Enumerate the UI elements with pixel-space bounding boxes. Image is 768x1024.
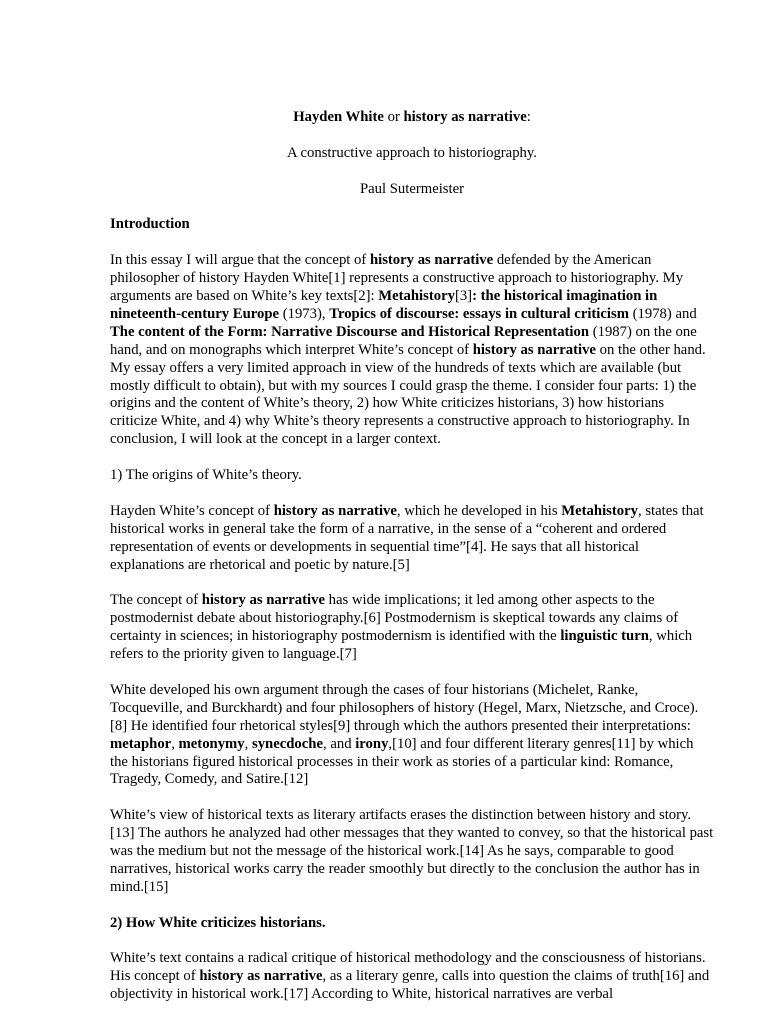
title-colon: : xyxy=(526,109,531,125)
section1-heading: 1) The origins of White’s theory. xyxy=(110,467,302,484)
title-author-name: Hayden White xyxy=(293,109,384,125)
intro-heading: Introduction xyxy=(110,216,190,233)
intro-paragraph: In this essay I will argue that the concept of history as narrative defended by the American philosopher of history Hayden White[1] represents a constructive approach to historiography. My arguments are based on White’s key texts[2]: Metahistory[3]: the historical imagination in nineteenth-century Europe (1973), Tropics of discourse: essays in cultural criticism (1978) and The content of the Form: Narrative Discourse and Historical Representation (1987) on the one hand, and on monographs which interpret White’s concept of history as narrative on the other hand. My essay offers a very limited approach in view of the hundreds of texts which are available (but mostly difficult to obtain), but with my sources I could grasp the theme. I consider four parts: 1) the origins and the content of White’s theory, 2) how White criticizes historians, 3) how historians criticize White, and 4) why White’s theory represents a constructive approach to historiography. In conclusion, I will look at the concept in a larger context. xyxy=(110,252,706,448)
section1-paragraph-2: The concept of history as narrative has wide implications; it led among other aspects to the postmodernist debate about historiography.[6] Postmodernism is skeptical towards any claims of certainty in sciences; in historiography postmodernism is identified with the linguistic turn, which refers to the priority given to language.[7] xyxy=(110,592,693,663)
document-title xyxy=(110,109,714,127)
section1-paragraph-4: White’s view of historical texts as literary artifacts erases the distinction between history and story.[13] The authors he analyzed had other messages that they wanted to convey, so that the historical past was the medium but not the message of the historical work.[14] As he says, comparable to good narratives, historical works carry the reader smoothly but directly to the conclusion the author has in mind.[15] xyxy=(110,807,714,895)
section2-heading: 2) How White criticizes historians. xyxy=(110,914,326,931)
section1-paragraph-3: White developed his own argument through the cases of four historians (Michelet, Ranke, Tocqueville, and Burckhardt) and four philosophers of history (Hegel, Marx, Nietzsche, and Croce).[8] He identified four rhetorical styles[9] through which the authors presented their interpretations: metaphor, metonymy, synecdoche, and irony,[10] and four different literary genres[11] by which the historians figured historical processes in their work as stories of a particular kind: Romance, Tragedy, Comedy, and Satire.[12] xyxy=(110,681,699,788)
title-topic: history as narrative xyxy=(403,109,527,125)
section1-paragraph-1: Hayden White’s concept of history as narrative, which he developed in his Metahistory, states that historical works in general take the form of a narrative, in the sense of a “coherent and ordered representation of events or developments in sequential time”[4]. He says that all historical explanations are rhetorical and poetic by nature.[5] xyxy=(110,502,704,573)
document-subtitle: A constructive approach to historiography. xyxy=(287,144,537,161)
title-connector: or xyxy=(383,109,404,125)
section2-paragraph-1: White’s text contains a radical critique of historical methodology and the consciousness of historians. His concept of history as narrative, as a literary genre, calls into question the claims of truth[16] and objectivity in historical work.[17] According to White, historical narratives are verbal xyxy=(110,950,710,1003)
document-author: Paul Sutermeister xyxy=(359,180,465,197)
